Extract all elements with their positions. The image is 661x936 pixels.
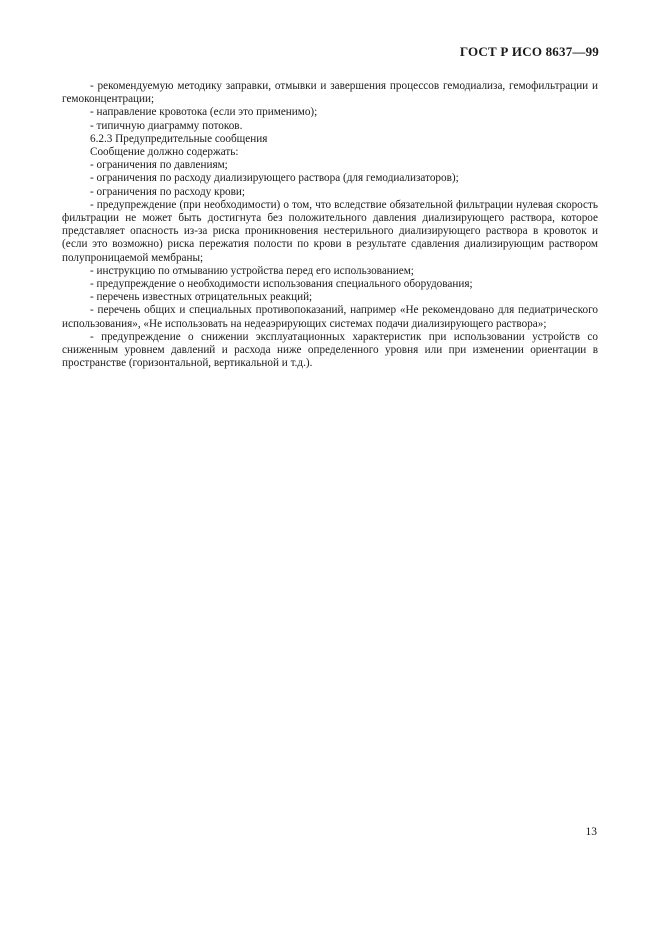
list-item-filtration-warning: - предупреждение (при необходимости) о том, что вследствие обязательной фильтрации нулевая скорость фильтрации не может быть достигнута без положительного давления диализирующего раствора, которое представляет опасность из-за риска проникновения нестерильного диализирующего раствора в кровоток и (если это возможно) риска пережатия полости по крови в результате сдавления диализирующим раствором полупроницаемой мембраны;	[62, 198, 598, 264]
page-number: 13	[585, 826, 597, 838]
list-item-blood-flow-limits: - ограничения по расходу крови;	[90, 185, 246, 198]
list-item-blood-flow-direction: - направление кровотока (если это применимо);	[90, 106, 318, 119]
list-item-rinsing-instructions: - инструкцию по отмыванию устройства перед его использованием;	[90, 264, 414, 277]
list-item-special-equipment: - предупреждение о необходимости использования специального оборудования;	[90, 278, 473, 291]
list-item-pressure-limits: - ограничения по давлениям;	[90, 159, 228, 172]
body-text	[62, 80, 598, 370]
section-heading-6-2-3: 6.2.3 Предупредительные сообщения	[90, 132, 268, 145]
list-item-flow-diagram: - типичную диаграмму потоков.	[90, 119, 243, 132]
section-intro: Сообщение должно содержать:	[90, 146, 239, 159]
list-item-adverse-reactions: - перечень известных отрицательных реакций;	[90, 291, 313, 304]
list-item-contraindications: - перечень общих и специальных противопоказаний, например «Не рекомендовано для педиатрического использования», «Не использовать на недеаэрирующих системах подачи диализирующего раствора»;	[62, 304, 598, 330]
list-item-dialysate-flow-limits: - ограничения по расходу диализирующего раствора (для гемодиализаторов);	[90, 172, 459, 185]
document-code-header: ГОСТ Р ИСО 8637—99	[459, 44, 599, 59]
list-item-methodology: - рекомендуемую методику заправки, отмывки и завершения процессов гемодиализа, гемофильтрации и гемоконцентрации;	[62, 80, 598, 106]
list-item-performance-warning: - предупреждение о снижении эксплуатационных характеристик при использовании устройств со сниженным уровнем давлений и расхода ниже определенного уровня или при изменении ориентации в пространстве (горизонтальной, вертикальной и т.д.).	[62, 330, 598, 370]
